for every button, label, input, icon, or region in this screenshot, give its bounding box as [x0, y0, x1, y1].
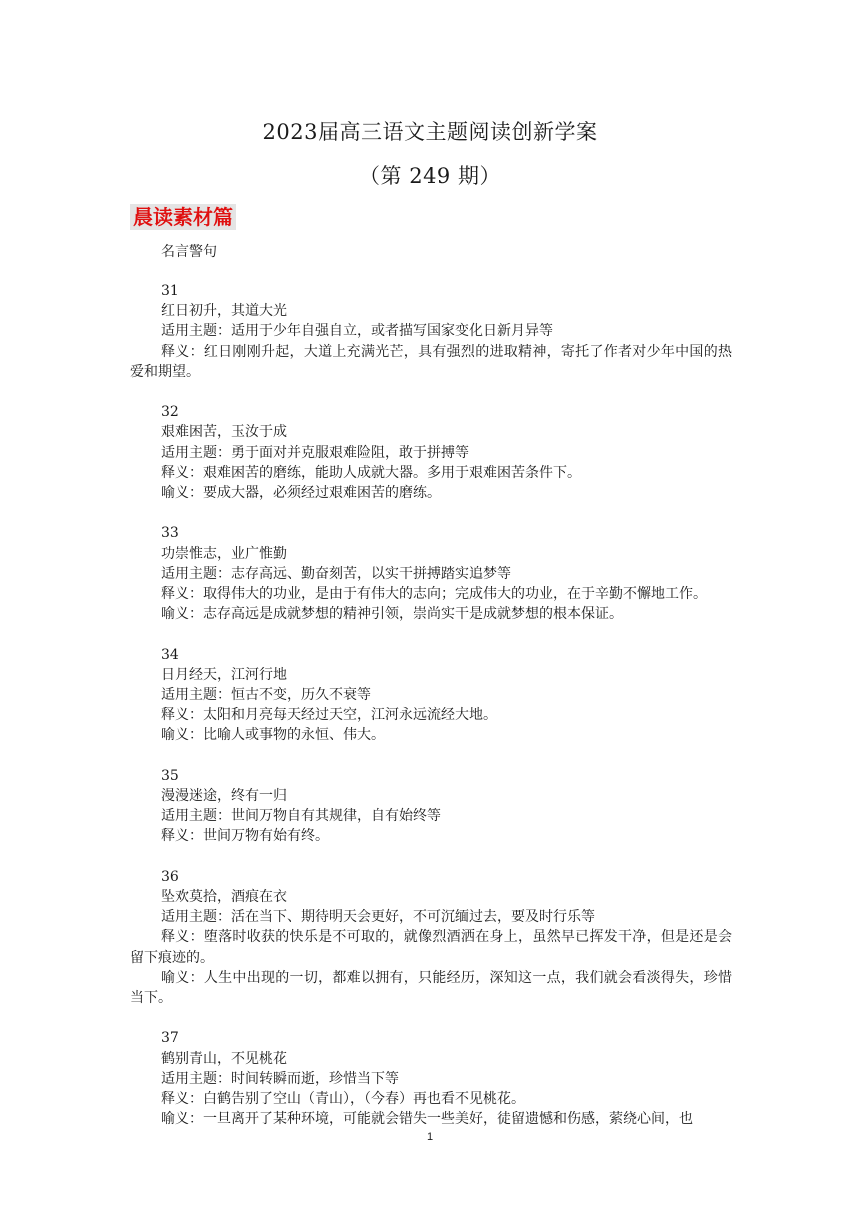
entry-meaning: 释义：红日刚刚升起，大道上充满光芒，具有强烈的进取精神，寄托了作者对少年中国的热爱和期望。 [130, 343, 732, 380]
document-title: 2023届高三语文主题阅读创新学案 [262, 120, 598, 144]
entry-number: 37 [161, 1030, 179, 1047]
entry-phrase: 坠欢莫拾，酒痕在衣 [161, 889, 287, 906]
entry-number: 34 [161, 646, 179, 663]
entry-metaphor: 喻义：要成大器，必须经过艰难困苦的磨练。 [161, 485, 441, 502]
entry-metaphor: 喻义：人生中出现的一切，都难以拥有，只能经历，深知这一点，我们就会看淡得失，珍惜当下。 [130, 969, 732, 1007]
entry-phrase: 红日初升，其道大光 [161, 303, 287, 320]
entry-meaning: 释义：白鹤告别了空山（青山），（今春）再也看不见桃花。 [161, 1091, 525, 1108]
entry-metaphor: 喻义：比喻人或事物的永恒、伟大。 [161, 727, 385, 744]
entry-phrase: 漫漫迷途，终有一归 [161, 788, 287, 805]
section-heading: 晨读素材篇 [130, 204, 236, 230]
entry-number: 36 [161, 868, 179, 885]
entry-theme: 适用主题：世间万物自有其规律，自有始终等 [161, 808, 441, 825]
entry-metaphor: 喻义：一旦离开了某种环境，可能就会错失一些美好，徒留遗憾和伤感，萦绕心间，也 [161, 1111, 693, 1128]
entry-number: 35 [161, 767, 179, 784]
entry [130, 281, 732, 382]
entry-number: 32 [161, 404, 179, 421]
entry-theme: 适用主题：时间转瞬而逝，珍惜当下等 [161, 1070, 399, 1087]
entry-meaning: 释义：堕落时收获的快乐是不可取的，就像烈酒洒在身上，虽然早已挥发干净，但是还是会留下痕迹的。 [130, 929, 732, 966]
entry-number: 31 [161, 283, 179, 299]
entry-phrase: 功崇惟志，业广惟勤 [161, 545, 287, 562]
entry-phrase: 日月经天，江河行地 [161, 666, 287, 683]
entry-theme: 适用主题：勇于面对并克服艰难险阻，敢于拼搏等 [161, 444, 469, 461]
entry [130, 1028, 732, 1129]
entry-meaning: 释义：艰难困苦的磨练，能助人成就大器。多用于艰难困苦条件下。 [161, 464, 581, 481]
entry-theme: 适用主题：恒古不变，历久不衰等 [161, 687, 371, 704]
entry-metaphor: 喻义：志存高远是成就梦想的精神引领，崇尚实干是成就梦想的根本保证。 [161, 606, 623, 623]
entry-meaning: 释义：取得伟大的功业，是由于有伟大的志向；完成伟大的功业，在于辛勤不懈地工作。 [161, 586, 707, 603]
entry-number: 33 [161, 525, 179, 542]
issue-number: （第 249 期） [359, 164, 501, 188]
entry [130, 766, 732, 847]
entry [130, 867, 732, 1008]
entry [130, 523, 732, 624]
entry-theme: 适用主题：活在当下、期待明天会更好，不可沉缅过去，要及时行乐等 [161, 909, 595, 926]
entry-phrase: 鹤别青山，不见桃花 [161, 1050, 287, 1067]
entry-theme: 适用主题：志存高远、勤奋刻苦，以实干拼搏踏实追梦等 [161, 565, 511, 582]
entry-meaning: 释义：太阳和月亮每天经过天空，江河永远流经大地。 [161, 707, 497, 724]
page-number: 1 [426, 1131, 434, 1143]
subheading: 名言警句 [161, 244, 217, 260]
entry-theme: 适用主题：适用于少年自强自立，或者描写国家变化日新月异等 [161, 323, 553, 340]
entry-phrase: 艰难困苦，玉汝于成 [161, 424, 287, 441]
entries-list [130, 281, 732, 1150]
entry [130, 645, 732, 746]
entry [130, 402, 732, 503]
entry-meaning: 释义：世间万物有始有终。 [161, 828, 329, 845]
